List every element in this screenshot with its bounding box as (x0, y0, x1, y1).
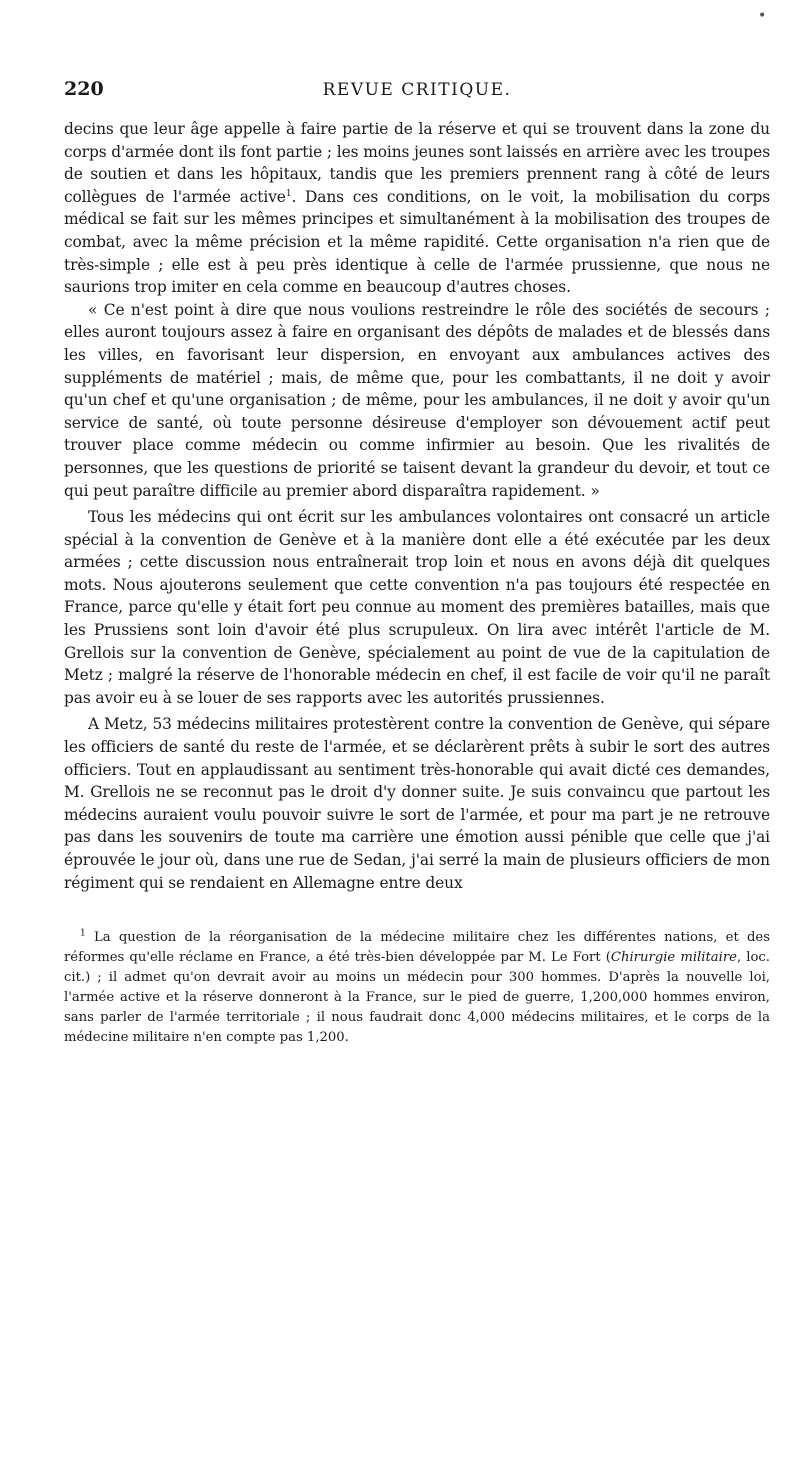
footnote-marker: 1 (80, 928, 86, 939)
footnote-cited-title: Chirurgie militaire (610, 950, 737, 966)
paragraph-1 (64, 118, 770, 299)
body-text (64, 118, 770, 894)
footnote-text-end: , loc. cit.) ; il admet qu'on devrait avoir au moins un médecin pour 300 hommes. D'après la nouvelle loi, l'armée active et la réserve donneront à la France, sur le pied de guerre, 1,200,000 hommes environ, sans parler de l'armée territoriale ; il nous faudrait donc 4,000 médecins militaires, et le corps de la médecine militaire n'en compte pas 1,200. (64, 950, 770, 1046)
running-title: REVUE CRITIQUE. (322, 80, 512, 100)
margin-mark: • (758, 8, 767, 24)
page-header (64, 78, 770, 108)
footnote (64, 928, 770, 1048)
footnote-text-start: La question de la réorganisation de la médecine militaire chez les différentes nations, et des réformes qu'elle réclame en France, a été très-bien développée par M. Le Fort ( (64, 930, 770, 966)
paragraph-3: Tous les médecins qui ont écrit sur les ambulances volontaires ont consacré un article spécial à la convention de Genève et à la manière dont elle a été exécutée par les deux armées ; cette discussion nous entraînerait trop loin et nous en avons déjà dit quelques mots. Nous ajouterons seulement que cette convention n'a pas toujours été respectée en France, parce qu'elle y était fort peu connue au moment des premières batailles, mais que les Prussiens sont loin d'avoir été plus scrupuleux. On lira avec intérêt l'article de M. Grellois sur la convention de Genève, spécialement au point de vue de la capitulation de Metz ; malgré la réserve de l'honorable médecin en chef, il est facile de voir qu'il ne paraît pas avoir eu à se louer de ses rapports avec les autorités prussiennes. (64, 508, 770, 707)
paragraph-4: A Metz, 53 médecins militaires protestèrent contre la convention de Genève, qui sépare les officiers de santé du reste de l'armée, et se déclarèrent prêts à subir le sort des autres officiers. Tout en applaudissant au sentiment très-honorable qui avait dicté ces demandes, M. Grellois ne se reconnut pas le droit d'y donner suite. Je suis convaincu que partout les médecins auraient voulu pouvoir suivre le sort de l'armée, et pour ma part je ne retrouve pas dans les souvenirs de toute ma carrière une émotion aussi pénible que celle que j'ai éprouvée le jour où, dans une rue de Sedan, j'ai serré la main de plusieurs officiers de mon régiment qui se rendaient en Allemagne entre deux (64, 715, 770, 892)
paragraph-2: « Ce n'est point à dire que nous voulions restreindre le rôle des sociétés de secours ; elles auront toujours assez à faire en organisant des dépôts de malades et de blessés dans les villes, en favorisant leur dispersion, en envoyant aux ambulances actives des suppléments de matériel ; mais, de même que, pour les combattants, il ne doit y avoir qu'un chef et qu'une organisation ; de même, pour les ambulances, il ne doit y avoir qu'un service de santé, où toute personne désireuse d'employer son dévouement actif peut trouver place comme médecin ou comme infirmier au besoin. Que les rivalités de personnes, que les questions de priorité se taisent devant la grandeur du devoir, et tout ce qui peut paraître difficile au premier abord disparaîtra rapidement. » (64, 300, 770, 500)
footnote-ref: 1 (285, 188, 292, 199)
paragraph-1-text: decins que leur âge appelle à faire partie de la réserve et qui se trouvent dans la zone du corps d'armée dont ils font partie ; les moins jeunes sont laissés en arrière avec les troupes de soutien et dans les hôpitaux, tandis que les premiers prennent rang à côté de leurs collègues de l'armée active (64, 120, 770, 206)
page-number: 220 (64, 78, 104, 100)
paragraph-1-tail: . Dans ces conditions, on le voit, la mobilisation du corps médical se fait sur les mêmes principes et simultanément à la mobilisation des troupes de combat, avec la même précision et la même rapidité. Cette organisation n'a rien que de très-simple ; elle est à peu près identique à celle de l'armée prussienne, que nous ne saurions trop imiter en cela comme en beaucoup d'autres choses. (64, 187, 770, 297)
